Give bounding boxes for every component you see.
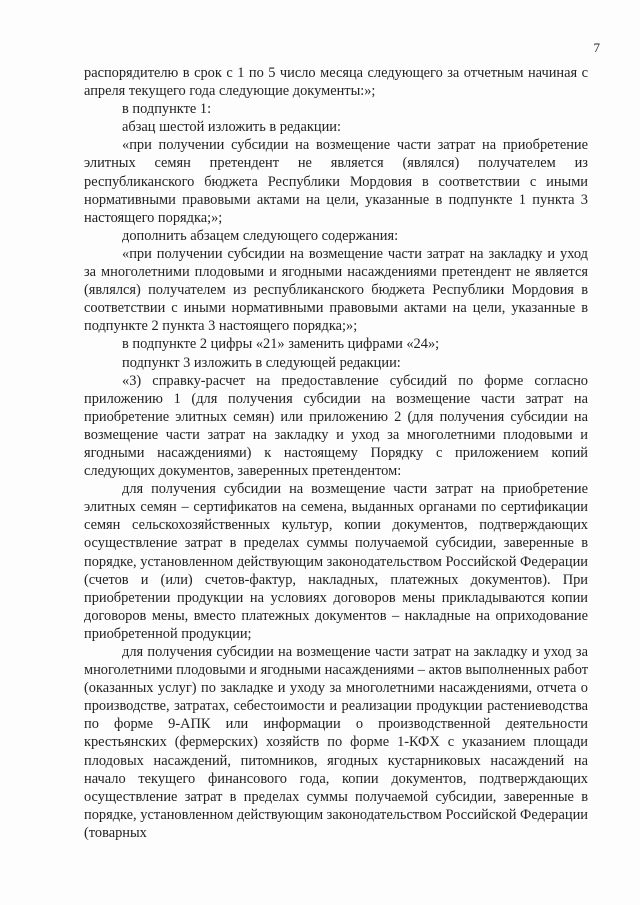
paragraph: для получения субсидии на возмещение части затрат на закладку и уход за многолетними плодовыми и ягодными насаждениями – актов выполненных работ (оказанных услуг) по закладке и уходу за многолетними насаждениями, отчета о производстве, затратах, себестоимости и реализации продукции растениеводства по форме 9-АПК или информации о производственной деятельности крестьянских (фермерских) хозяйств по форме 1-КФХ с указанием площади плодовых насаждений, питомников, ягодных кустарниковых насаждений на начало текущего финансового года, копии документов, подтверждающих осуществление затрат в пределах суммы получаемой субсидии, заверенные в порядке, установленном действующим законодательством Российской Федерации (товарных <box>84 644 588 841</box>
page-number: 7 <box>593 40 600 55</box>
paragraph: в подпункте 2 цифры «21» заменить цифрами «24»; <box>122 336 440 353</box>
paragraph: «при получении субсидии на возмещение части затрат на приобретение элитных семян претендент не является (являлся) получателем из республиканского бюджета Республики Мордовия в соответствии с иными нормативными правовыми актами на цели, указанные в подпункте 1 пункта 3 настоящего порядка;»; <box>84 137 588 226</box>
paragraph: «3) справку-расчет на предоставление субсидий по форме согласно приложению 1 (для получения субсидии на возмещение части затрат на приобретение элитных семян) или приложению 2 (для получения субсидии на возмещение части затрат на закладку и уход за многолетними плодовыми и ягодными насаждениями) к настоящему Порядку с приложением копий следующих документов, заверенных претендентом: <box>84 372 588 480</box>
paragraph: дополнить абзацем следующего содержания: <box>122 227 399 244</box>
paragraph: для получения субсидии на возмещение части затрат на приобретение элитных семян – сертификатов на семена, выданных органами по сертификации семян сельскохозяйственных культур, копии документов, подтверждающих осуществление затрат в пределах суммы получаемой субсидии, заверенные в порядке, установленном действующим законодательством Российской Федерации (счетов и (или) счетов-фактур, накладных, платежных документов). При приобретении продукции на условиях договоров мены прикладываются копии договоров мены, вместо платежных документов – накладные на оприходование приобретенной продукции; <box>84 481 588 642</box>
paragraph: «при получении субсидии на возмещение части затрат на закладку и уход за многолетними плодовыми и ягодными насаждениями претендент не является (являлся) получателем из республиканского бюджета Республики Мордовия в соответствии с иными нормативными правовыми актами на цели, указанные в подпункте 2 пункта 3 настоящего порядка;»; <box>84 245 588 335</box>
paragraph: распорядителю в срок с 1 по 5 число месяца следующего за отчетным начиная с апреля текущего года следующие документы:»; <box>84 65 588 100</box>
paragraph: в подпункте 1: <box>122 101 212 118</box>
paragraph: абзац шестой изложить в редакции: <box>122 119 341 136</box>
paragraph: подпункт 3 изложить в следующей редакции: <box>122 354 401 371</box>
document-body <box>84 64 588 842</box>
